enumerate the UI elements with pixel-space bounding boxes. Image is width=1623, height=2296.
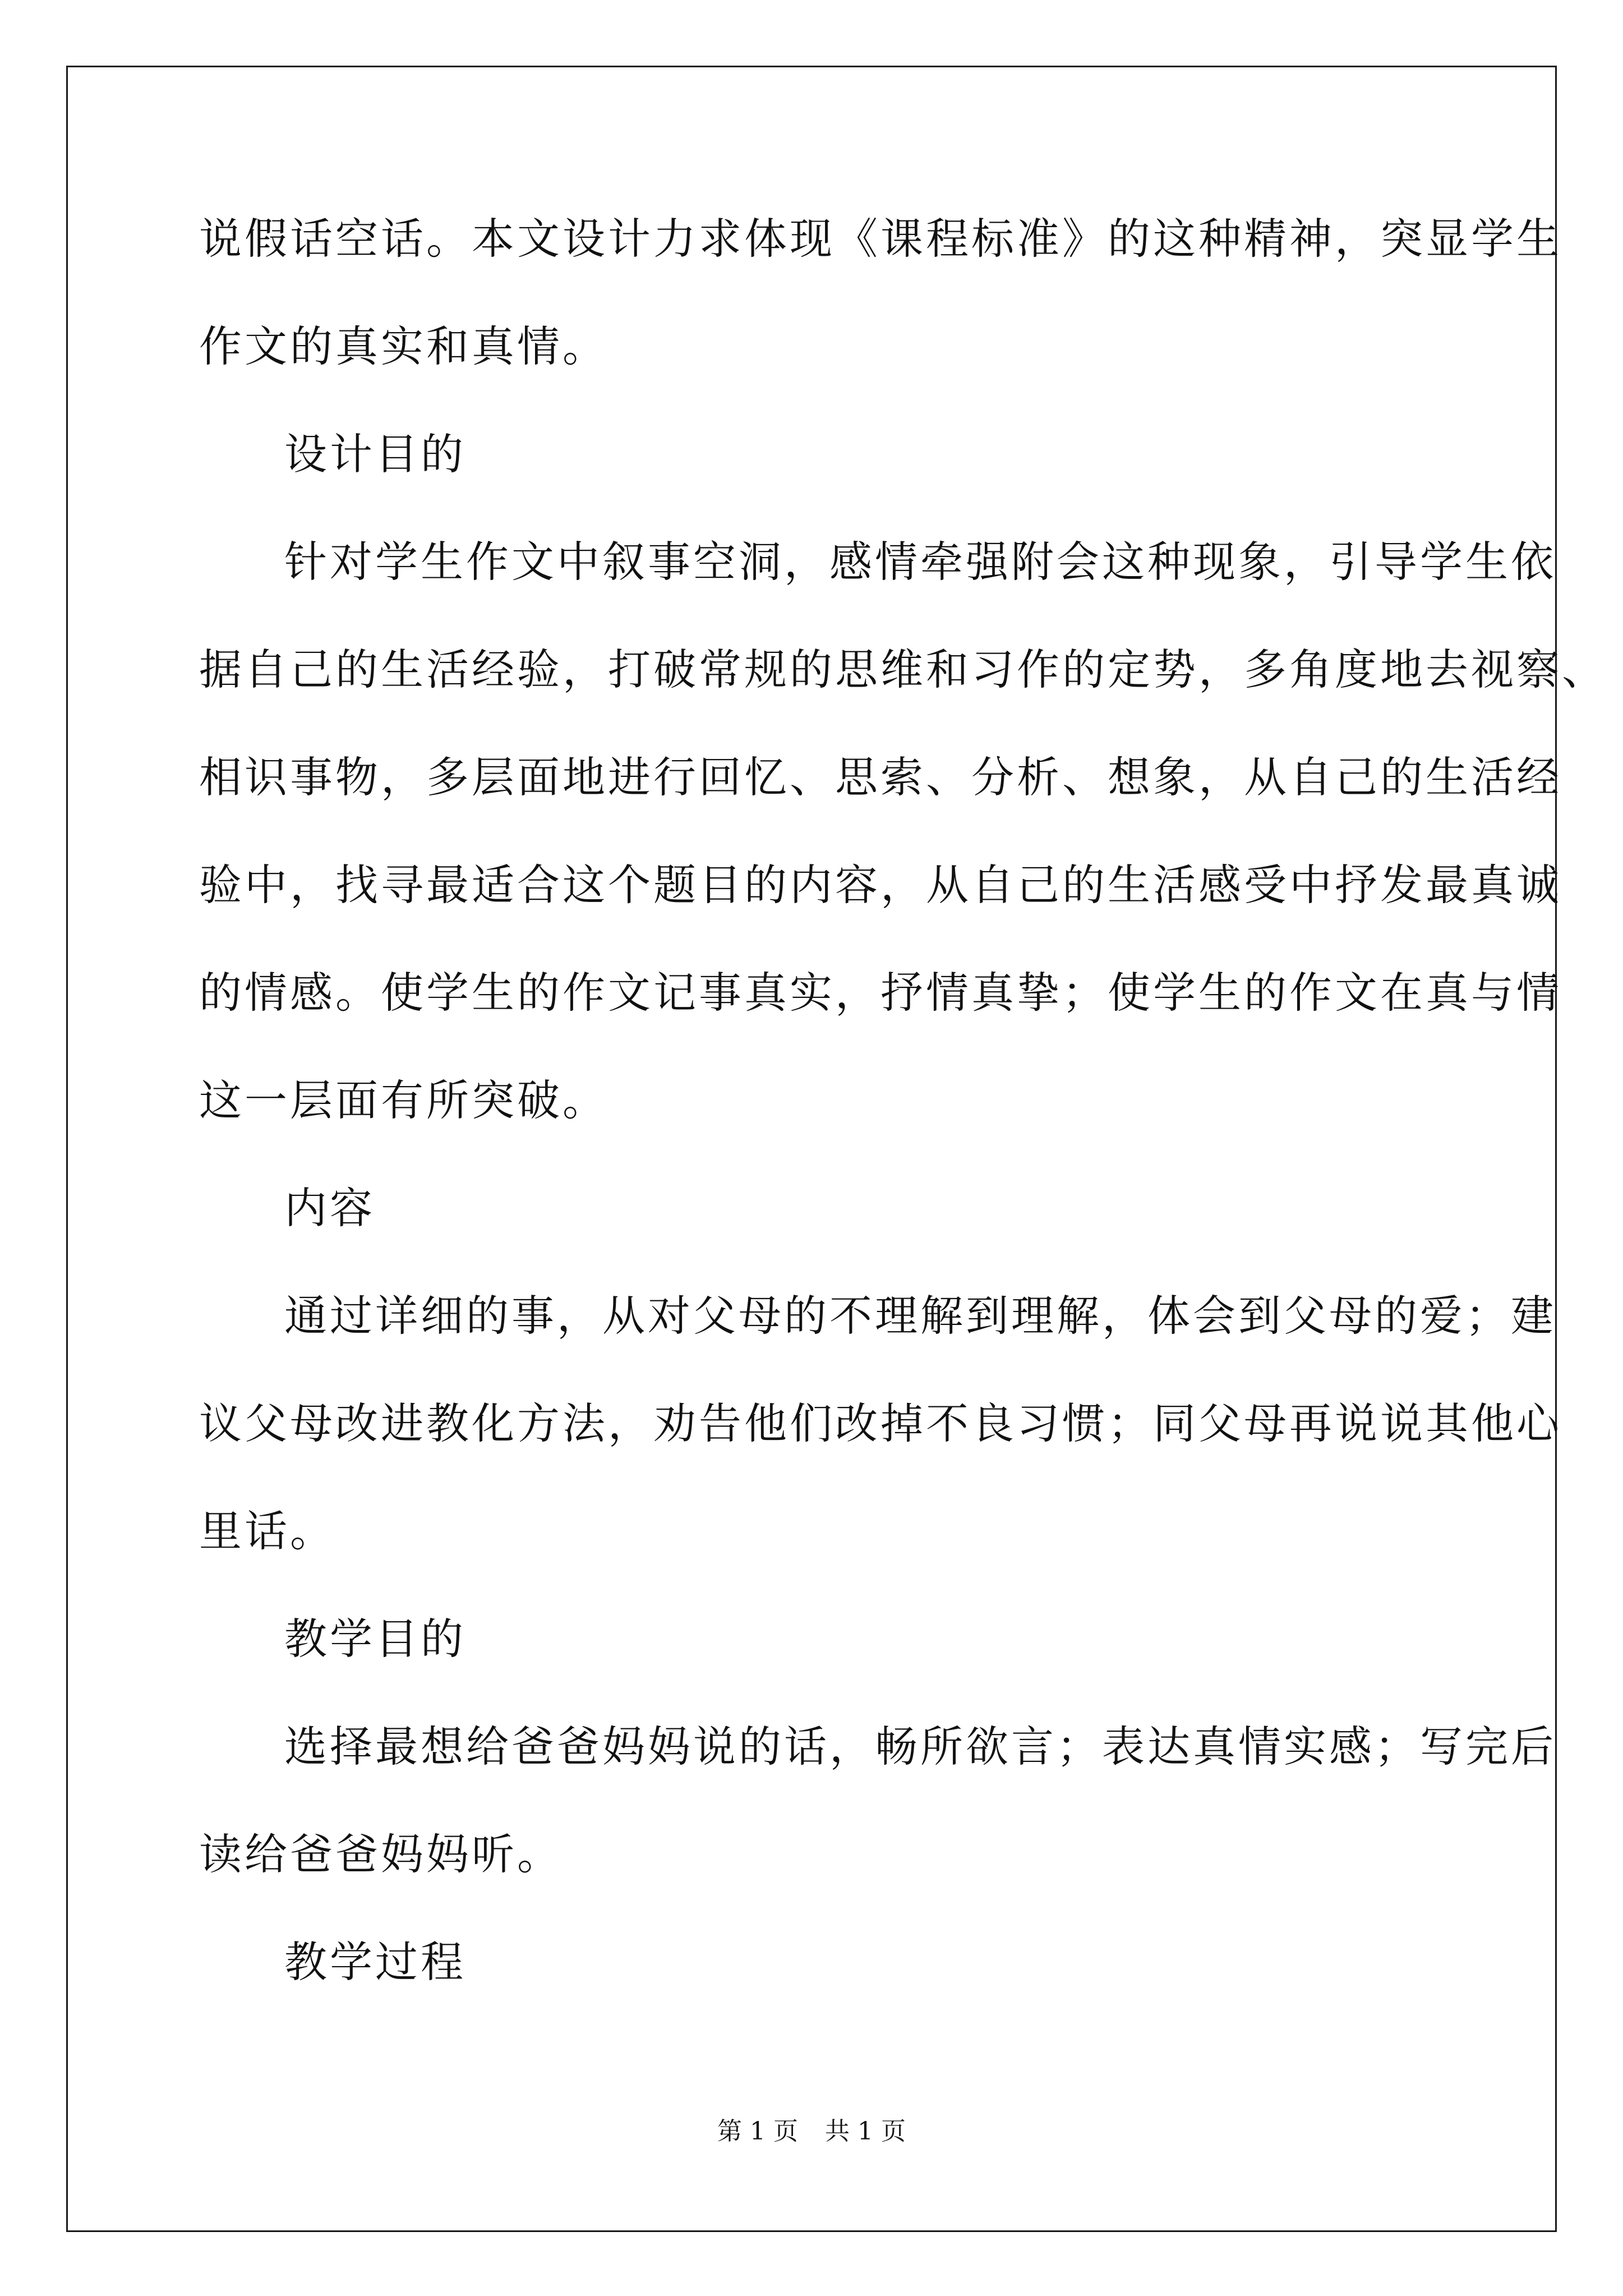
text-line: 针对学生作文中叙事空洞，感情牵强附会这种现象，引导学生依 (284, 537, 1556, 587)
text-line: 选择最想给爸爸妈妈说的话，畅所欲言；表达真情实感；写完后 (284, 1722, 1556, 1772)
section-heading-content: 内容 (284, 1183, 375, 1233)
section-heading-teaching-goals: 教学目的 (284, 1614, 466, 1664)
text-line: 的情感。使学生的作文记事真实，抒情真挚；使学生的作文在真与情 (199, 968, 1562, 1018)
text-line: 说假话空话。本文设计力求体现《课程标准》的这种精神，突显学生 (199, 214, 1562, 264)
text-line: 通过详细的事，从对父母的不理解到理解，体会到父母的爱；建 (284, 1291, 1556, 1341)
text-line: 议父母改进教化方法，劝告他们改掉不良习惯；同父母再说说其他心 (199, 1398, 1562, 1448)
page-total: 共 1 页 (825, 2117, 906, 2146)
text-line: 作文的真实和真情。 (199, 321, 608, 371)
section-heading-design-purpose: 设计目的 (284, 429, 466, 479)
text-line: 读给爸爸妈妈听。 (199, 1829, 562, 1879)
page-number: 第 1 页 (717, 2117, 798, 2146)
text-line: 验中，找寻最适合这个题目的内容，从自己的生活感受中抒发最真诚 (199, 860, 1562, 910)
page-footer (0, 2118, 1623, 2146)
text-line: 据自己的生活经验，打破常规的思维和习作的定势，多角度地去视察、 (199, 645, 1607, 694)
section-heading-teaching-process: 教学过程 (284, 1937, 466, 1987)
document-body (199, 214, 1607, 1987)
text-line: 这一层面有所突破。 (199, 1075, 608, 1125)
text-line: 相识事物，多层面地进行回忆、思索、分析、想象，从自己的生活经 (199, 752, 1562, 802)
text-line: 里话。 (199, 1506, 335, 1556)
